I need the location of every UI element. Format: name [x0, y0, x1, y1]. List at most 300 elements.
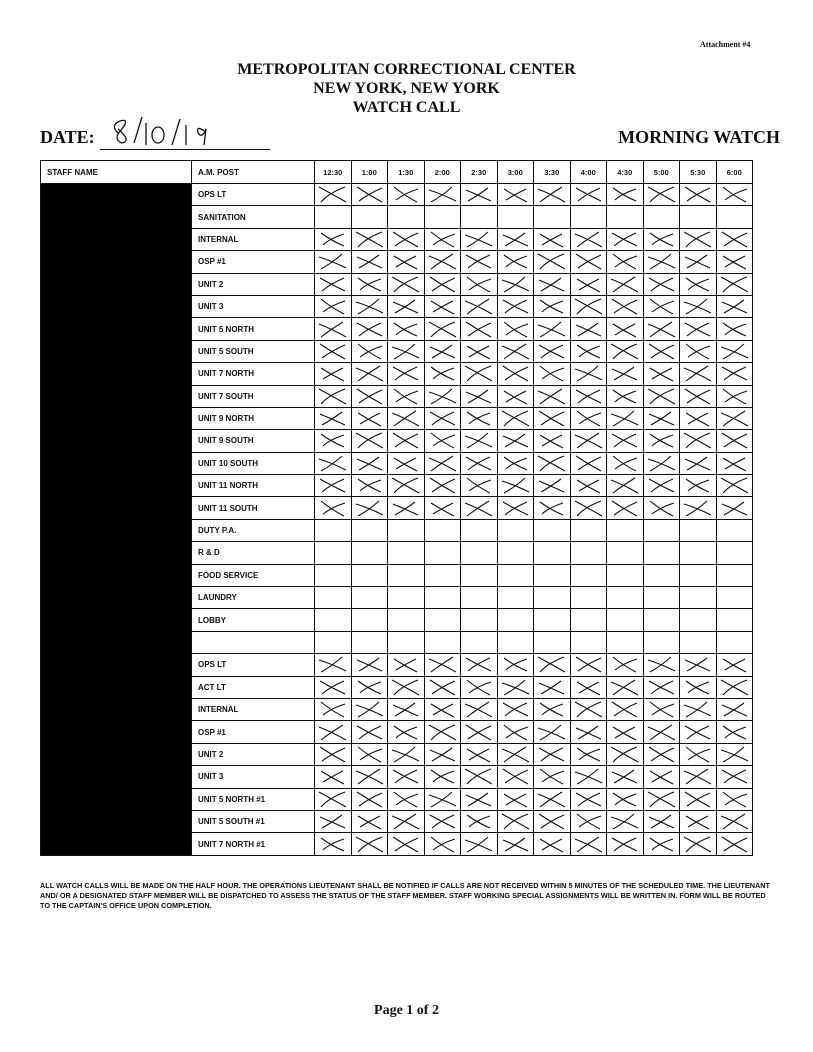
- handwritten-check-mark: [571, 363, 606, 384]
- time-cell: [680, 251, 717, 273]
- post-name: ACT LT: [192, 676, 315, 698]
- handwritten-check-mark: [461, 677, 496, 698]
- time-cell: [643, 206, 680, 228]
- handwritten-check-mark: [425, 654, 460, 675]
- time-cell: [461, 407, 498, 429]
- handwritten-check-mark: [534, 834, 569, 855]
- handwritten-check-mark: [644, 654, 679, 675]
- handwritten-check-mark: [498, 744, 533, 765]
- handwritten-check-mark: [352, 834, 387, 855]
- time-cell: [716, 519, 753, 541]
- time-cell: [607, 810, 644, 832]
- handwritten-check-mark: [315, 722, 350, 743]
- time-cell: [680, 766, 717, 788]
- post-name: DUTY P.A.: [192, 519, 315, 541]
- time-cell: [570, 318, 607, 340]
- time-cell: [351, 385, 388, 407]
- time-cell: [680, 833, 717, 855]
- time-cell: [497, 698, 534, 720]
- time-cell: [461, 206, 498, 228]
- time-cell: [388, 542, 425, 564]
- time-cell: [570, 810, 607, 832]
- time-cell: [315, 340, 352, 362]
- time-cell: [643, 407, 680, 429]
- time-cell: [351, 497, 388, 519]
- handwritten-check-mark: [607, 834, 642, 855]
- time-cell: [388, 497, 425, 519]
- handwritten-check-mark: [644, 229, 679, 250]
- handwritten-check-mark: [352, 251, 387, 272]
- time-cell: [534, 206, 571, 228]
- time-cell: [570, 766, 607, 788]
- time-cell: [680, 273, 717, 295]
- time-cell: [351, 721, 388, 743]
- time-cell: [388, 721, 425, 743]
- time-cell: [388, 295, 425, 317]
- handwritten-check-mark: [717, 498, 752, 519]
- handwritten-check-mark: [534, 654, 569, 675]
- handwritten-check-mark: [498, 430, 533, 451]
- time-cell: [424, 295, 461, 317]
- time-cell: [643, 363, 680, 385]
- post-name: UNIT 11 NORTH: [192, 475, 315, 497]
- handwritten-check-mark: [425, 498, 460, 519]
- time-cell: [607, 475, 644, 497]
- time-cell: [424, 475, 461, 497]
- handwritten-check-mark: [607, 229, 642, 250]
- handwritten-check-mark: [425, 677, 460, 698]
- time-cell: [497, 430, 534, 452]
- handwritten-check-mark: [498, 363, 533, 384]
- time-cell: [643, 833, 680, 855]
- time-cell: [534, 407, 571, 429]
- handwritten-check-mark: [352, 229, 387, 250]
- time-cell: [716, 407, 753, 429]
- time-cell: [680, 407, 717, 429]
- time-cell: [716, 654, 753, 676]
- handwritten-check-mark: [388, 184, 423, 205]
- time-cell: [716, 497, 753, 519]
- time-cell: [570, 452, 607, 474]
- handwritten-check-mark: [680, 341, 715, 362]
- handwritten-check-mark: [534, 229, 569, 250]
- time-cell: [461, 788, 498, 810]
- handwritten-check-mark: [352, 184, 387, 205]
- time-cell: [716, 766, 753, 788]
- time-cell: [461, 273, 498, 295]
- time-cell: [315, 430, 352, 452]
- time-cell: [534, 385, 571, 407]
- time-cell: [716, 385, 753, 407]
- handwritten-check-mark: [425, 453, 460, 474]
- time-cell: [680, 810, 717, 832]
- time-cell: [680, 587, 717, 609]
- post-name: UNIT 2: [192, 743, 315, 765]
- time-cell: [315, 295, 352, 317]
- time-cell: [424, 273, 461, 295]
- time-cell: [607, 251, 644, 273]
- time-cell: [716, 609, 753, 631]
- time-cell: [643, 519, 680, 541]
- handwritten-check-mark: [425, 229, 460, 250]
- handwritten-check-mark: [534, 184, 569, 205]
- time-cell: [570, 542, 607, 564]
- handwritten-check-mark: [717, 251, 752, 272]
- time-cell: [388, 609, 425, 631]
- handwritten-check-mark: [644, 498, 679, 519]
- time-cell: [534, 430, 571, 452]
- handwritten-check-mark: [498, 296, 533, 317]
- post-name: UNIT 7 NORTH: [192, 363, 315, 385]
- handwritten-check-mark: [644, 811, 679, 832]
- date-label: DATE:: [40, 127, 95, 147]
- handwritten-check-mark: [644, 744, 679, 765]
- post-name: UNIT 10 SOUTH: [192, 452, 315, 474]
- time-cell: [461, 251, 498, 273]
- time-cell: [643, 631, 680, 653]
- handwritten-check-mark: [571, 766, 606, 787]
- header-time: 12:30: [315, 161, 352, 184]
- time-cell: [424, 698, 461, 720]
- handwritten-check-mark: [388, 677, 423, 698]
- time-cell: [351, 475, 388, 497]
- handwritten-check-mark: [498, 229, 533, 250]
- handwritten-check-mark: [425, 363, 460, 384]
- handwritten-check-mark: [571, 453, 606, 474]
- time-cell: [497, 228, 534, 250]
- time-cell: [570, 743, 607, 765]
- time-cell: [607, 295, 644, 317]
- handwritten-check-mark: [607, 274, 642, 295]
- time-cell: [570, 721, 607, 743]
- handwritten-check-mark: [644, 274, 679, 295]
- time-cell: [534, 340, 571, 362]
- time-cell: [351, 295, 388, 317]
- time-cell: [388, 318, 425, 340]
- time-cell: [716, 363, 753, 385]
- time-cell: [716, 452, 753, 474]
- time-cell: [680, 430, 717, 452]
- handwritten-check-mark: [388, 408, 423, 429]
- handwritten-check-mark: [425, 341, 460, 362]
- handwritten-check-mark: [607, 654, 642, 675]
- time-cell: [497, 721, 534, 743]
- handwritten-check-mark: [498, 722, 533, 743]
- time-cell: [680, 654, 717, 676]
- time-cell: [534, 184, 571, 206]
- handwritten-check-mark: [571, 184, 606, 205]
- handwritten-check-mark: [352, 341, 387, 362]
- handwritten-check-mark: [498, 834, 533, 855]
- post-name: OPS LT: [192, 184, 315, 206]
- time-cell: [497, 318, 534, 340]
- handwritten-check-mark: [717, 319, 752, 340]
- handwritten-check-mark: [425, 811, 460, 832]
- time-cell: [351, 676, 388, 698]
- handwritten-check-mark: [315, 744, 350, 765]
- handwritten-check-mark: [388, 363, 423, 384]
- handwritten-check-mark: [461, 789, 496, 810]
- time-cell: [461, 542, 498, 564]
- time-cell: [424, 519, 461, 541]
- time-cell: [680, 184, 717, 206]
- post-name: INTERNAL: [192, 228, 315, 250]
- time-cell: [607, 631, 644, 653]
- handwritten-check-mark: [534, 386, 569, 407]
- handwritten-check-mark: [461, 341, 496, 362]
- handwritten-check-mark: [425, 251, 460, 272]
- handwritten-check-mark: [644, 319, 679, 340]
- handwritten-check-mark: [717, 386, 752, 407]
- post-name: INTERNAL: [192, 698, 315, 720]
- time-cell: [607, 430, 644, 452]
- time-cell: [388, 564, 425, 586]
- time-cell: [607, 676, 644, 698]
- time-cell: [680, 497, 717, 519]
- handwritten-check-mark: [425, 386, 460, 407]
- handwritten-check-mark: [717, 789, 752, 810]
- title-line-2: NEW YORK, NEW YORK: [313, 80, 500, 97]
- time-cell: [351, 251, 388, 273]
- time-cell: [315, 184, 352, 206]
- handwritten-check-mark: [534, 498, 569, 519]
- time-cell: [388, 184, 425, 206]
- header-time: 4:30: [607, 161, 644, 184]
- time-cell: [680, 698, 717, 720]
- handwritten-check-mark: [498, 408, 533, 429]
- header-staff-name: STAFF NAME: [41, 161, 192, 184]
- time-cell: [424, 810, 461, 832]
- handwritten-check-mark: [315, 229, 350, 250]
- handwritten-check-mark: [607, 744, 642, 765]
- date-row: [40, 125, 780, 165]
- handwritten-check-mark: [461, 699, 496, 720]
- time-cell: [497, 766, 534, 788]
- handwritten-check-mark: [315, 811, 350, 832]
- handwritten-check-mark: [680, 430, 715, 451]
- time-cell: [570, 385, 607, 407]
- table-header-row: [41, 161, 753, 184]
- handwritten-check-mark: [680, 274, 715, 295]
- time-cell: [497, 184, 534, 206]
- handwritten-check-mark: [388, 789, 423, 810]
- handwritten-check-mark: [352, 453, 387, 474]
- handwritten-check-mark: [315, 475, 350, 496]
- header-post: A.M. POST: [192, 161, 315, 184]
- handwritten-check-mark: [644, 296, 679, 317]
- time-cell: [388, 654, 425, 676]
- post-name: LAUNDRY: [192, 587, 315, 609]
- time-cell: [534, 631, 571, 653]
- time-cell: [497, 788, 534, 810]
- handwritten-check-mark: [425, 408, 460, 429]
- time-cell: [607, 788, 644, 810]
- header-time: 5:00: [643, 161, 680, 184]
- time-cell: [424, 363, 461, 385]
- redacted-staff-names: [41, 184, 192, 856]
- time-cell: [643, 810, 680, 832]
- time-cell: [388, 475, 425, 497]
- handwritten-check-mark: [388, 722, 423, 743]
- handwritten-check-mark: [571, 654, 606, 675]
- time-cell: [680, 743, 717, 765]
- post-name: UNIT 5 NORTH #1: [192, 788, 315, 810]
- post-name: UNIT 9 NORTH: [192, 407, 315, 429]
- attachment-label: Attachment #4: [700, 40, 751, 49]
- handwritten-check-mark: [571, 274, 606, 295]
- handwritten-check-mark: [534, 699, 569, 720]
- handwritten-check-mark: [461, 834, 496, 855]
- time-cell: [315, 743, 352, 765]
- time-cell: [607, 587, 644, 609]
- time-cell: [497, 475, 534, 497]
- handwritten-check-mark: [534, 722, 569, 743]
- time-cell: [461, 228, 498, 250]
- time-cell: [388, 407, 425, 429]
- handwritten-check-mark: [680, 475, 715, 496]
- time-cell: [680, 340, 717, 362]
- time-cell: [351, 766, 388, 788]
- time-cell: [351, 452, 388, 474]
- handwritten-check-mark: [388, 699, 423, 720]
- handwritten-check-mark: [571, 251, 606, 272]
- time-cell: [570, 363, 607, 385]
- handwritten-check-mark: [315, 677, 350, 698]
- handwritten-check-mark: [644, 386, 679, 407]
- time-cell: [643, 184, 680, 206]
- time-cell: [351, 810, 388, 832]
- handwritten-check-mark: [534, 274, 569, 295]
- time-cell: [607, 184, 644, 206]
- time-cell: [351, 519, 388, 541]
- time-cell: [570, 698, 607, 720]
- time-cell: [461, 698, 498, 720]
- time-cell: [534, 587, 571, 609]
- handwritten-check-mark: [534, 296, 569, 317]
- time-cell: [607, 698, 644, 720]
- handwritten-check-mark: [680, 766, 715, 787]
- time-cell: [424, 743, 461, 765]
- time-cell: [534, 295, 571, 317]
- handwritten-check-mark: [352, 363, 387, 384]
- handwritten-check-mark: [534, 789, 569, 810]
- time-cell: [351, 430, 388, 452]
- time-cell: [716, 698, 753, 720]
- time-cell: [534, 743, 571, 765]
- handwritten-check-mark: [680, 184, 715, 205]
- time-cell: [461, 743, 498, 765]
- time-cell: [315, 318, 352, 340]
- time-cell: [424, 228, 461, 250]
- time-cell: [570, 430, 607, 452]
- post-name: UNIT 9 SOUTH: [192, 430, 315, 452]
- handwritten-check-mark: [461, 229, 496, 250]
- time-cell: [716, 810, 753, 832]
- time-cell: [643, 497, 680, 519]
- handwritten-check-mark: [571, 408, 606, 429]
- handwritten-check-mark: [680, 699, 715, 720]
- handwritten-check-mark: [498, 766, 533, 787]
- time-cell: [315, 587, 352, 609]
- handwritten-check-mark: [498, 654, 533, 675]
- time-cell: [315, 273, 352, 295]
- handwritten-check-mark: [315, 453, 350, 474]
- handwritten-check-mark: [607, 498, 642, 519]
- handwritten-check-mark: [644, 475, 679, 496]
- handwritten-check-mark: [352, 319, 387, 340]
- time-cell: [351, 184, 388, 206]
- handwritten-check-mark: [461, 408, 496, 429]
- time-cell: [534, 542, 571, 564]
- time-cell: [680, 452, 717, 474]
- header-time: 2:30: [461, 161, 498, 184]
- time-cell: [388, 833, 425, 855]
- time-cell: [607, 273, 644, 295]
- time-cell: [461, 833, 498, 855]
- time-cell: [315, 609, 352, 631]
- handwritten-check-mark: [680, 789, 715, 810]
- handwritten-check-mark: [717, 475, 752, 496]
- time-cell: [315, 788, 352, 810]
- time-cell: [497, 631, 534, 653]
- time-cell: [570, 631, 607, 653]
- handwritten-check-mark: [352, 498, 387, 519]
- handwritten-check-mark: [315, 251, 350, 272]
- time-cell: [351, 363, 388, 385]
- time-cell: [534, 788, 571, 810]
- handwritten-check-mark: [461, 386, 496, 407]
- time-cell: [497, 385, 534, 407]
- time-cell: [534, 721, 571, 743]
- time-cell: [570, 497, 607, 519]
- time-cell: [497, 206, 534, 228]
- handwritten-check-mark: [607, 699, 642, 720]
- handwritten-check-mark: [352, 475, 387, 496]
- time-cell: [461, 295, 498, 317]
- post-name: OSP #1: [192, 251, 315, 273]
- handwritten-check-mark: [680, 453, 715, 474]
- time-cell: [570, 184, 607, 206]
- handwritten-check-mark: [498, 475, 533, 496]
- handwritten-check-mark: [644, 677, 679, 698]
- time-cell: [497, 251, 534, 273]
- post-name: UNIT 5 SOUTH: [192, 340, 315, 362]
- time-cell: [534, 452, 571, 474]
- handwritten-check-mark: [388, 274, 423, 295]
- time-cell: [461, 676, 498, 698]
- time-cell: [643, 251, 680, 273]
- time-cell: [461, 519, 498, 541]
- time-cell: [351, 587, 388, 609]
- time-cell: [424, 542, 461, 564]
- handwritten-check-mark: [315, 296, 350, 317]
- post-name: UNIT 3: [192, 295, 315, 317]
- handwritten-check-mark: [571, 319, 606, 340]
- handwritten-check-mark: [315, 274, 350, 295]
- handwritten-check-mark: [352, 677, 387, 698]
- time-cell: [570, 587, 607, 609]
- time-cell: [643, 295, 680, 317]
- time-cell: [461, 631, 498, 653]
- time-cell: [424, 676, 461, 698]
- time-cell: [315, 385, 352, 407]
- handwritten-check-mark: [498, 677, 533, 698]
- handwritten-check-mark: [461, 430, 496, 451]
- time-cell: [716, 676, 753, 698]
- time-cell: [424, 654, 461, 676]
- handwritten-check-mark: [498, 498, 533, 519]
- time-cell: [461, 430, 498, 452]
